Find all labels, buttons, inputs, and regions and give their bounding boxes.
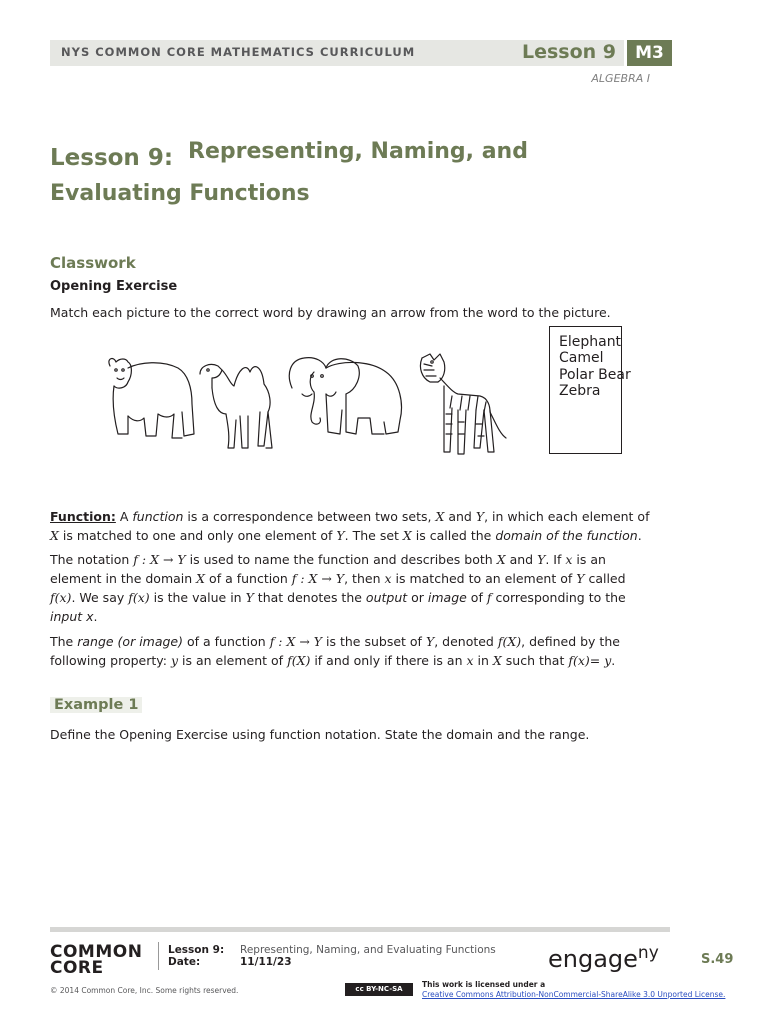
math-run: X [196, 571, 206, 586]
text-run: element in the domain [50, 571, 197, 586]
text-run: . [637, 528, 642, 543]
math-run: f : X → Y [133, 552, 186, 567]
text-run: and [444, 509, 476, 524]
math-run: Y [245, 590, 254, 605]
license-text: This work is licensed under a [422, 980, 546, 989]
copyright: © 2014 Common Core, Inc. Some rights reserved. [50, 986, 239, 995]
math-run: Y [576, 571, 585, 586]
math-run: X [50, 528, 59, 543]
text-run: is used to name the function and describes both [185, 552, 497, 567]
text-run: range (or image) [77, 634, 184, 649]
text-run: and [505, 552, 538, 567]
text-run: is matched to one and only one element of [58, 528, 337, 543]
cc-license-badge: cc BY-NC-SA [345, 983, 413, 996]
math-run: f(X) [497, 634, 522, 649]
text-run: The notation [50, 552, 134, 567]
math-run: X [435, 509, 445, 524]
word-elephant: Elephant [559, 334, 622, 350]
text-run: is the value in [149, 590, 246, 605]
math-run: f(X) [287, 653, 311, 668]
math-run: X [402, 528, 412, 543]
text-run: is called the [411, 528, 496, 543]
text-run: A [119, 509, 133, 524]
text-run: following property: [50, 653, 171, 668]
text-run: . [93, 609, 98, 624]
text-run: , defined by the [521, 634, 620, 649]
text-run: , denoted [434, 634, 498, 649]
math-run: f(x) [50, 590, 72, 605]
opening-exercise-heading: Opening Exercise [50, 279, 178, 294]
math-run: y [170, 653, 179, 668]
range-paragraph [50, 632, 680, 670]
text-run: if and only if there is an [310, 653, 467, 668]
math-run: f [486, 590, 492, 605]
engage-sup: ny [637, 943, 659, 963]
text-run: . The set [344, 528, 403, 543]
text-run: of a function [205, 571, 292, 586]
animal-pictures [100, 348, 520, 458]
text-run: function [132, 509, 184, 524]
curriculum-label: NYS COMMON CORE MATHEMATICS CURRICULUM [61, 45, 416, 59]
footer-date-label: Date: [168, 956, 201, 968]
text-run: or [407, 590, 428, 605]
math-run: f(x) [128, 590, 150, 605]
engageny-logo [548, 943, 659, 973]
math-run: Y [537, 552, 546, 567]
text-run: called [584, 571, 626, 586]
text-run: is the subset of [322, 634, 426, 649]
text-run: is a correspondence between two sets, [183, 509, 436, 524]
math-run: X [492, 653, 502, 668]
text-run: , in which each element of [484, 509, 650, 524]
example1-heading: Example 1 [50, 697, 142, 713]
text-run: , then [344, 571, 385, 586]
footer-date-value: 11/11/23 [240, 956, 292, 968]
text-run: . [611, 653, 616, 668]
text-run: image [427, 590, 467, 605]
text-run: is an element of [178, 653, 288, 668]
text-run: . If [545, 552, 566, 567]
math-run: x [466, 653, 474, 668]
math-run: f(x)= y [568, 653, 612, 668]
math-run: f : X → Y [269, 634, 323, 649]
math-run: Y [425, 634, 435, 649]
text-run: is matched to an element of [391, 571, 577, 586]
common-core-logo: COMMON [50, 942, 143, 962]
course-label: ALGEBRA I [591, 72, 650, 85]
math-run: X [496, 552, 506, 567]
text-run: that denotes the [253, 590, 366, 605]
math-run: x [384, 571, 392, 586]
title-lesson-label: Lesson 9: [50, 145, 174, 171]
elephant-icon [289, 358, 401, 434]
page-number: S.49 [701, 952, 734, 967]
text-run: in [473, 653, 493, 668]
function-definition [50, 507, 680, 545]
text-run: output [365, 590, 408, 605]
opening-instruction: Match each picture to the correct word by drawing an arrow from the word to the picture. [50, 305, 611, 320]
footer-lesson-value: Representing, Naming, and Evaluating Functions [240, 944, 496, 956]
engage-text: engage [548, 945, 638, 973]
common-core-logo-line2: CORE [50, 958, 104, 978]
text-run: of [466, 590, 487, 605]
text-run: input x [50, 609, 94, 624]
word-zebra: Zebra [559, 383, 601, 399]
text-run: . We say [71, 590, 129, 605]
page-title-line1: Representing, Naming, and [188, 139, 528, 164]
function-term: Function: [50, 509, 116, 524]
text-run: is an [572, 552, 606, 567]
footer-divider [158, 942, 159, 970]
footer-rule [50, 927, 670, 932]
notation-paragraph [50, 550, 680, 626]
example1-text: Define the Opening Exercise using function notation. State the domain and the range. [50, 727, 590, 742]
classwork-heading: Classwork [50, 254, 136, 272]
footer-lesson-label: Lesson 9: [168, 944, 225, 956]
text-run: domain of the function [495, 528, 638, 543]
license-link[interactable]: Creative Commons Attribution-NonCommercial-ShareAlike 3.0 Unported License. [422, 990, 726, 999]
math-run: f : X → Y [291, 571, 345, 586]
word-polar-bear: Polar Bear [559, 367, 631, 383]
module-badge: M3 [627, 40, 672, 66]
text-run: The [50, 634, 78, 649]
math-run: Y [336, 528, 345, 543]
word-camel: Camel [559, 350, 604, 366]
math-run: Y [475, 509, 485, 524]
page-title-line2: Evaluating Functions [50, 181, 310, 206]
header-lesson: Lesson 9 [522, 41, 617, 63]
text-run: corresponding to the [491, 590, 626, 605]
polar-bear-icon [109, 359, 194, 438]
camel-icon [200, 364, 272, 448]
math-run: x [565, 552, 573, 567]
zebra-icon [420, 354, 506, 454]
text-run: such that [501, 653, 569, 668]
text-run: of a function [183, 634, 270, 649]
